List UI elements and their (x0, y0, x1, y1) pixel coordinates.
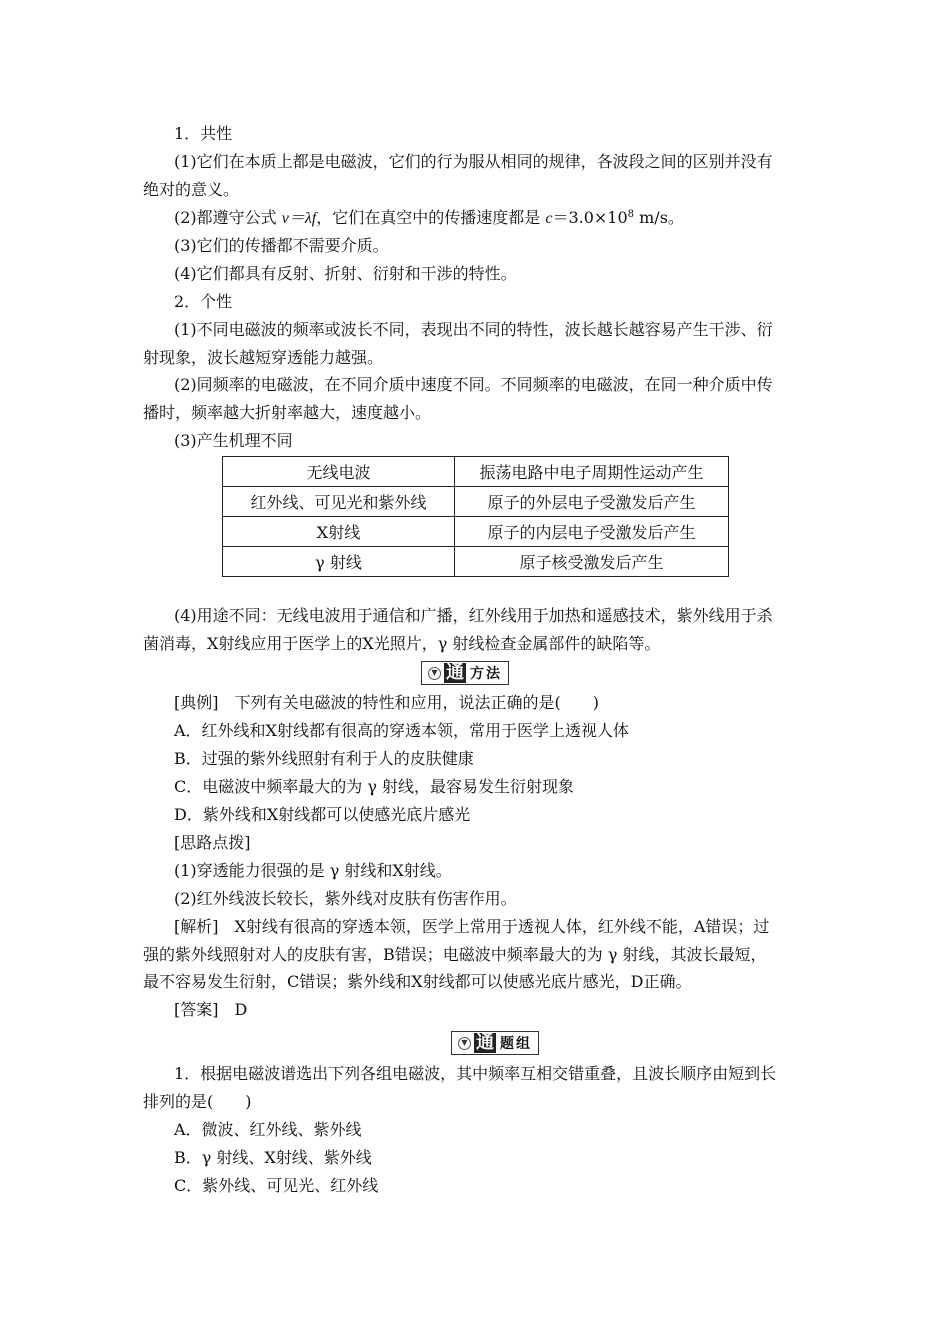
individuality-1-line-1: (1)不同电磁波的频率或波长不同，表现出不同的特性，波长越长越容易产生干涉、衍 (174, 320, 773, 339)
table-row (223, 517, 729, 547)
mechanism-table (222, 456, 729, 577)
chevron-down-icon: ▼ (458, 1037, 471, 1050)
individuality-2-line-1: (2)同频率的电磁波，在不同介质中速度不同。不同频率的电磁波，在同一种介质中传 (174, 375, 773, 394)
analysis-line-1: [解析] X射线有很高的穿透本领，医学上常用于透视人体，红外线不能，A错误；过 (174, 917, 770, 936)
table-cell-mechanism: 原子核受激发后产生 (455, 547, 729, 577)
light-speed-unit: m/s。 (634, 208, 684, 227)
example-option-a: A．红外线和X射线都有很高的穿透本领，常用于医学上透视人体 (174, 721, 629, 740)
banner-strong-char: 通 (446, 662, 464, 683)
section-2-title: 2．个性 (174, 292, 233, 311)
table-cell-wave: X射线 (223, 517, 455, 547)
exercise-option-c: C．紫外线、可见光、红外线 (174, 1176, 379, 1195)
individuality-3: (3)产生机理不同 (174, 431, 293, 450)
analysis-line-2: 强的紫外线照射对人的皮肤有害，B错误；电磁波中频率最大的为 γ 射线，其波长最短， (143, 945, 767, 964)
question-group-banner (451, 1031, 539, 1055)
section-1-title: 1．共性 (174, 124, 233, 143)
table-cell-wave: γ 射线 (223, 547, 455, 577)
table-cell-wave: 无线电波 (223, 457, 455, 487)
exercise-question-line-1: 1．根据电磁波谱选出下列各组电磁波，其中频率互相交错重叠，且波长顺序由短到长 (174, 1064, 777, 1083)
light-speed-value: ＝3.0×10 (552, 208, 628, 227)
example-question: [典例] 下列有关电磁波的特性和应用，说法正确的是( ) (174, 693, 599, 712)
table-row (223, 457, 729, 487)
light-speed-exponent: 8 (627, 209, 635, 220)
table-cell-mechanism: 振荡电路中电子周期性运动产生 (455, 457, 729, 487)
table-row (223, 547, 729, 577)
example-option-c: C．电磁波中频率最大的为 γ 射线，最容易发生衍射现象 (174, 777, 574, 796)
method-banner (421, 661, 509, 685)
wave-formula: v＝λf (281, 210, 317, 227)
commonality-2-prefix: (2)都遵守公式 (174, 208, 282, 227)
individuality-1-line-2: 射现象，波长越短穿透能力越强。 (143, 348, 384, 367)
exercise-option-a: A．微波、红外线、紫外线 (174, 1120, 362, 1139)
example-option-b: B．过强的紫外线照射有利于人的皮肤健康 (174, 749, 474, 768)
example-answer: [答案] D (174, 1000, 248, 1019)
banner-subtitle: 方法 (470, 666, 502, 682)
usage-line-2: 菌消毒，X射线应用于医学上的X光照片，γ 射线检查金属部件的缺陷等。 (143, 634, 661, 653)
banner-subtitle: 题组 (500, 1036, 532, 1052)
commonality-1-line-1: (1)它们在本质上都是电磁波，它们的行为服从相同的规律，各波段之间的区别并没有 (174, 152, 773, 171)
commonality-1-line-2: 绝对的意义。 (143, 180, 240, 199)
table-cell-mechanism: 原子的内层电子受激发后产生 (455, 517, 729, 547)
banner-strong-char: 通 (476, 1032, 494, 1053)
commonality-3: (3)它们的传播都不需要介质。 (174, 236, 389, 255)
analysis-line-3: 最不容易发生衍射，C错误；紫外线和X射线都可以使感光底片感光，D正确。 (143, 972, 692, 991)
usage-line-1: (4)用途不同：无线电波用于通信和广播，红外线用于加热和遥感技术，紫外线用于杀 (174, 606, 773, 625)
hint-2: (2)红外线波长较长，紫外线对皮肤有伤害作用。 (174, 889, 517, 908)
individuality-2-line-2: 播时，频率越大折射率越大，速度越小。 (143, 403, 432, 422)
hint-1: (1)穿透能力很强的是 γ 射线和X射线。 (174, 861, 452, 880)
table-row (223, 487, 729, 517)
commonality-2 (174, 208, 684, 229)
table-cell-mechanism: 原子的外层电子受激发后产生 (455, 487, 729, 517)
table-cell-wave: 红外线、可见光和紫外线 (223, 487, 455, 517)
chevron-down-icon: ▼ (428, 667, 441, 680)
commonality-4: (4)它们都具有反射、折射、衍射和干涉的特性。 (174, 264, 517, 283)
light-speed-symbol: c (545, 210, 553, 227)
commonality-2-middle: ，它们在真空中的传播速度都是 (316, 208, 546, 227)
exercise-option-b: B．γ 射线、X射线、紫外线 (174, 1148, 372, 1167)
example-option-d: D．紫外线和X射线都可以使感光底片感光 (174, 805, 471, 824)
exercise-question-line-2: 排列的是( ) (143, 1092, 252, 1111)
hint-title: [思路点拨] (174, 833, 251, 852)
